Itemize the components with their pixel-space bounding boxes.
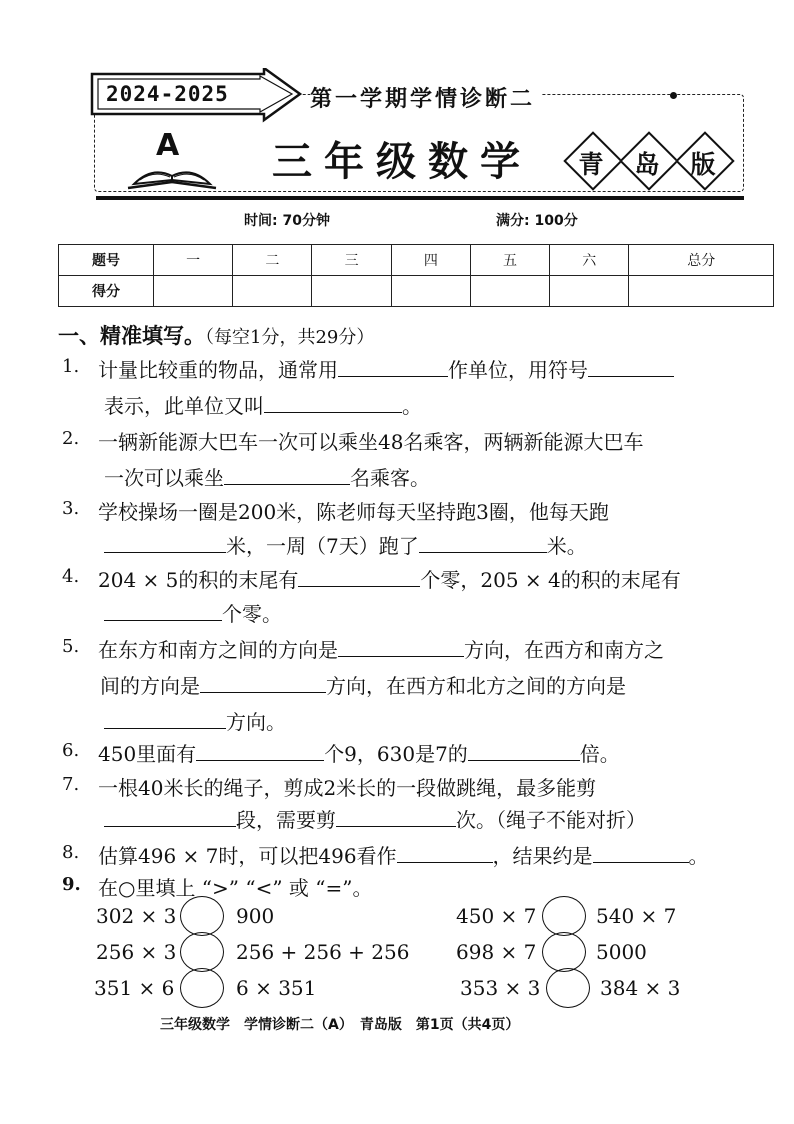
question-number: 7. bbox=[62, 774, 80, 795]
open-book-icon bbox=[124, 158, 220, 192]
table-row bbox=[59, 245, 774, 276]
comparison-right: 900 bbox=[236, 904, 275, 928]
question-text: 表示，此单位又叫 bbox=[104, 394, 264, 418]
question-text: 次。（绳子不能对折） bbox=[456, 808, 646, 832]
answer-blank[interactable] bbox=[298, 568, 420, 587]
answer-blank[interactable] bbox=[104, 602, 222, 621]
comparison-circle[interactable] bbox=[180, 932, 224, 972]
header-rule bbox=[96, 196, 744, 200]
question-line bbox=[104, 804, 646, 833]
table-row bbox=[59, 276, 774, 307]
score-input-cell[interactable] bbox=[312, 276, 391, 307]
question-text: 在○里填上 “>” “<” 或 “=”。 bbox=[98, 876, 373, 900]
table-cell: 一 bbox=[154, 245, 233, 276]
question-line bbox=[98, 426, 643, 455]
question-text: 计量比较重的物品，通常用 bbox=[98, 358, 338, 382]
score-input-cell[interactable] bbox=[470, 276, 549, 307]
answer-blank[interactable] bbox=[468, 742, 580, 761]
question-line bbox=[98, 564, 681, 593]
answer-blank[interactable] bbox=[593, 844, 689, 863]
comparison-left: 351 × 6 bbox=[94, 976, 175, 1000]
main-title: 三年级数学 bbox=[272, 139, 532, 185]
score-table bbox=[58, 244, 774, 307]
question-text: 个零，205 × 4的积的末尾有 bbox=[420, 568, 681, 592]
version-letter: A bbox=[156, 128, 180, 163]
question-text: 个零。 bbox=[222, 602, 282, 626]
question-text: 。 bbox=[402, 394, 422, 418]
question-line bbox=[98, 872, 373, 901]
comparison-circle[interactable] bbox=[180, 896, 224, 936]
question-text: 一次可以乘坐 bbox=[104, 466, 224, 490]
answer-blank[interactable] bbox=[397, 844, 493, 863]
question-text: 450里面有 bbox=[98, 742, 197, 766]
score-input-cell[interactable] bbox=[391, 276, 470, 307]
score-input-cell[interactable] bbox=[154, 276, 233, 307]
edition-char: 版 bbox=[690, 150, 716, 179]
table-cell: 五 bbox=[470, 245, 549, 276]
section-title: 一、精准填写。 bbox=[58, 324, 205, 348]
table-cell: 六 bbox=[550, 245, 629, 276]
question-number: 6. bbox=[62, 740, 80, 761]
semester-title: 第一学期学情诊断二 bbox=[310, 82, 541, 113]
question-line bbox=[98, 772, 596, 801]
comparison-circle[interactable] bbox=[542, 932, 586, 972]
comparison-right: 256 + 256 + 256 bbox=[236, 940, 410, 964]
section-heading bbox=[58, 320, 374, 350]
answer-blank[interactable] bbox=[588, 358, 674, 377]
answer-blank[interactable] bbox=[104, 808, 236, 827]
answer-blank[interactable] bbox=[338, 358, 448, 377]
table-cell: 题号 bbox=[59, 245, 154, 276]
question-line bbox=[104, 462, 430, 491]
answer-blank[interactable] bbox=[104, 710, 226, 729]
question-text: 估算496 × 7时，可以把496看作 bbox=[98, 844, 397, 868]
answer-blank[interactable] bbox=[338, 638, 464, 657]
question-text: 。 bbox=[688, 844, 709, 868]
question-text: ，结果约是 bbox=[492, 844, 593, 868]
comparison-circle[interactable] bbox=[180, 968, 224, 1008]
question-text: 一辆新能源大巴车一次可以乘坐48名乘客，两辆新能源大巴车 bbox=[98, 430, 644, 454]
question-text: 一根40米长的绳子，剪成2米长的一段做跳绳，最多能剪 bbox=[98, 776, 597, 800]
comparison-left: 256 × 3 bbox=[96, 940, 177, 964]
table-cell: 得分 bbox=[59, 276, 154, 307]
question-line bbox=[98, 354, 674, 383]
score-input-cell[interactable] bbox=[629, 276, 774, 307]
question-text: 个9，630是7的 bbox=[324, 742, 468, 766]
question-number: 9. bbox=[62, 874, 81, 895]
question-line bbox=[98, 496, 609, 525]
answer-blank[interactable] bbox=[104, 534, 226, 553]
question-line bbox=[100, 670, 626, 699]
question-text: 方向。 bbox=[226, 710, 286, 734]
edition-char: 岛 bbox=[634, 150, 660, 179]
comparison-left: 302 × 3 bbox=[96, 904, 177, 928]
comparison-right: 5000 bbox=[596, 940, 647, 964]
question-line bbox=[104, 598, 282, 627]
question-text: 方向，在西方和北方之间的方向是 bbox=[326, 674, 626, 698]
dot-ornament bbox=[670, 92, 677, 99]
question-text: 方向，在西方和南方之 bbox=[464, 638, 664, 662]
question-line bbox=[98, 738, 620, 767]
comparison-left: 353 × 3 bbox=[460, 976, 541, 1000]
table-cell: 二 bbox=[233, 245, 312, 276]
question-number: 4. bbox=[62, 566, 80, 587]
section-note: （每空1分，共29分） bbox=[205, 327, 375, 348]
comparison-left: 450 × 7 bbox=[456, 904, 537, 928]
comparison-right: 540 × 7 bbox=[596, 904, 677, 928]
answer-blank[interactable] bbox=[264, 394, 402, 413]
question-text: 米，一周（7天）跑了 bbox=[226, 534, 419, 558]
header-banner bbox=[88, 68, 746, 198]
question-text: 米。 bbox=[546, 534, 587, 558]
edition-char: 青 bbox=[578, 150, 604, 179]
question-text: 间的方向是 bbox=[100, 674, 200, 698]
question-line bbox=[98, 840, 709, 869]
question-line bbox=[104, 706, 286, 735]
question-number: 5. bbox=[62, 636, 80, 657]
comparison-right: 384 × 3 bbox=[600, 976, 681, 1000]
question-text: 段，需要剪 bbox=[236, 808, 336, 832]
table-cell: 三 bbox=[312, 245, 391, 276]
edition-badge bbox=[566, 134, 742, 190]
comparison-circle[interactable] bbox=[546, 968, 590, 1008]
table-cell: 总分 bbox=[629, 245, 774, 276]
question-line bbox=[98, 634, 664, 663]
answer-blank[interactable] bbox=[200, 674, 326, 693]
question-line bbox=[104, 530, 587, 559]
answer-blank[interactable] bbox=[224, 466, 350, 485]
question-number: 1. bbox=[62, 356, 80, 377]
answer-blank[interactable] bbox=[419, 534, 547, 553]
question-number: 3. bbox=[62, 498, 80, 519]
exam-time: 时间: 70分钟 bbox=[244, 213, 330, 229]
question-line bbox=[104, 390, 422, 419]
question-text: 学校操场一圈是200米，陈老师每天坚持跑3圈，他每天跑 bbox=[98, 500, 609, 524]
answer-blank[interactable] bbox=[196, 742, 324, 761]
question-text: 作单位，用符号 bbox=[448, 358, 588, 382]
question-text: 204 × 5的积的末尾有 bbox=[98, 568, 299, 592]
question-text: 在东方和南方之间的方向是 bbox=[98, 638, 338, 662]
question-number: 8. bbox=[62, 842, 80, 863]
question-text: 倍。 bbox=[579, 742, 620, 766]
comparison-left: 698 × 7 bbox=[456, 940, 537, 964]
school-year: 2024-2025 bbox=[106, 82, 229, 106]
table-cell: 四 bbox=[391, 245, 470, 276]
question-number: 2. bbox=[62, 428, 80, 449]
score-input-cell[interactable] bbox=[233, 276, 312, 307]
comparison-right: 6 × 351 bbox=[236, 976, 317, 1000]
full-score: 满分: 100分 bbox=[496, 213, 578, 229]
score-input-cell[interactable] bbox=[550, 276, 629, 307]
question-text: 名乘客。 bbox=[350, 466, 430, 490]
page-footer: 三年级数学 学情诊断二（A） 青岛版 第1页（共4页） bbox=[160, 1017, 520, 1033]
answer-blank[interactable] bbox=[336, 808, 456, 827]
comparison-circle[interactable] bbox=[542, 896, 586, 936]
